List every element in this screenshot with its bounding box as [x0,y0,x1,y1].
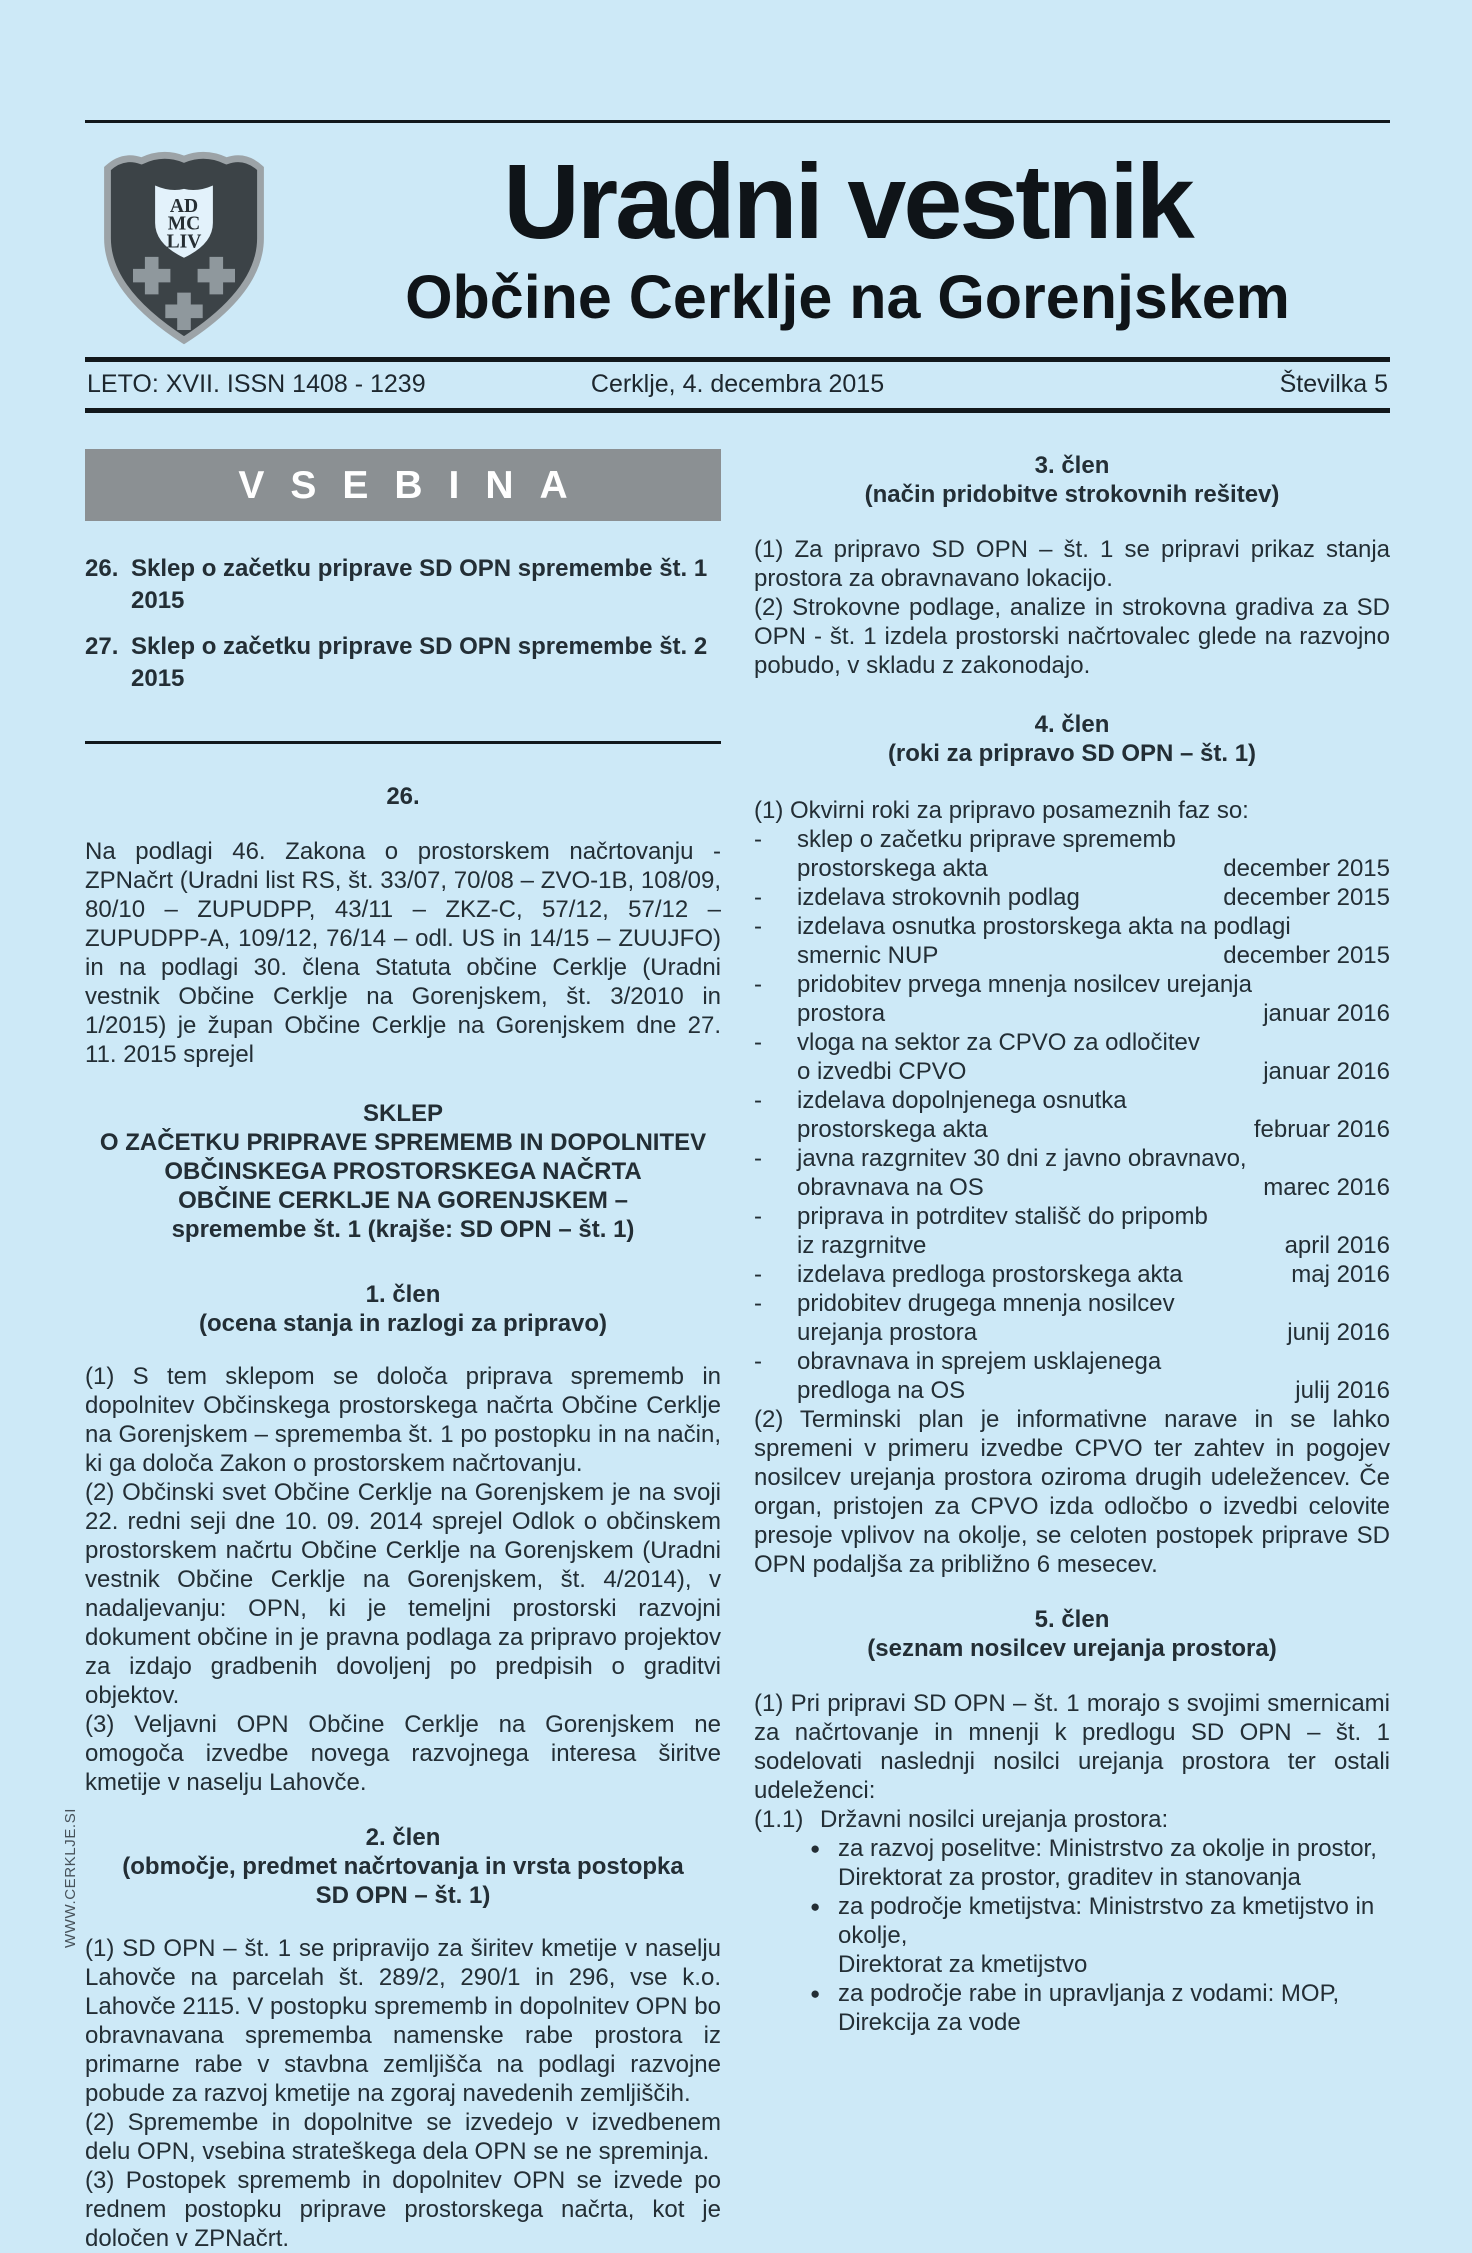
right-column [754,443,1390,2253]
schedule-task: smernic NUP [797,942,939,969]
schedule-task: izdelava osnutka prostorskega akta na podlagi [797,913,1291,940]
schedule-task: izdelava strokovnih podlag [797,884,1080,911]
dash-bullet: - [754,1029,762,1056]
document-columns [85,443,1390,2253]
schedule-date: april 2016 [1284,1232,1390,1259]
paragraph: (2) Spremembe in dopolnitve se izvedejo v izvedbenem delu OPN, vsebina strateškega dela OPN se ne spreminja. [85,2109,721,2165]
schedule-row [754,1086,1390,1144]
article-title: 5. člen [1034,1606,1110,1633]
municipal-coat-of-arms [85,128,305,354]
list-item [810,1979,1390,2037]
schedule-row [754,1144,1390,1202]
schedule-task: o izvedbi CPVO [797,1058,967,1085]
gazette-title: Uradni vestnik [503,143,1192,261]
list-item-line: Direkcija za vode [838,2009,1021,2036]
bullet-icon: ● [810,1839,821,1858]
toc-band [85,449,721,521]
bullet-icon: ● [810,1897,821,1916]
article-title: 2. člen [365,1824,441,1851]
schedule-task: vloga na sektor za CPVO za odločitev [797,1029,1200,1056]
article-subtitle: (ocena stanja in razlogi za pripravo) [198,1310,608,1337]
schedule-row [754,1202,1390,1260]
toc-item-title: Sklep o začetku priprave SD OPN spremembe št. 1 2015 [131,555,708,614]
toc-divider [85,741,721,744]
schedule-row [754,1289,1390,1347]
shield-icon [99,148,269,348]
subsection-label: (1.1) [754,1806,804,1833]
dash-bullet: - [754,826,762,853]
toc-heading: VSEBINA [238,463,594,507]
schedule-task: pridobitev drugega mnenja nosilcev [797,1290,1175,1317]
schedule-date: december 2015 [1223,942,1390,969]
schedule-task: prostorskega akta [797,1116,988,1143]
article-subtitle: SD OPN – št. 1) [315,1882,491,1909]
schedule-task: sklep o začetku priprave sprememb [797,826,1176,853]
schedule-row [754,1028,1390,1086]
article-3-body [754,535,1390,680]
list-item-line: Direktorat za prostor, graditev in stanovanja [838,1864,1301,1891]
website-watermark: WWW.CERKLJE.SI [62,1807,79,1948]
issue-place-date: Cerklje, 4. decembra 2015 [590,370,885,398]
dash-bullet: - [754,1087,762,1114]
article-title: 4. člen [1034,711,1110,738]
article-1-heading [85,1280,721,1338]
paragraph: (3) Veljavni OPN Občine Cerklje na Gorenjskem ne omogoča izvedbe novega razvojnega interesa širitve kmetije v naselju Lahovče. [85,1711,721,1796]
schedule-task: obravnava in sprejem usklajenega [797,1348,1162,1375]
section-number-heading: 26. [386,783,420,810]
issue-meta-bar [85,357,1390,413]
article-2-body [85,1934,721,2253]
list-item [810,1892,1390,1979]
schedule-task: prostorskega akta [797,855,988,882]
toc-item [85,553,721,617]
schedule-list [754,825,1390,1405]
paragraph: (1) Pri pripravi SD OPN – št. 1 morajo s svojimi smernicami za načrtovanje in mnenji k predlogu SD OPN – št. 1 sodelovati naslednji nosilci urejanja prostora ter ostali udeleženci: [754,1690,1390,1804]
bullet-icon: ● [810,1984,821,2003]
schedule-task: pridobitev prvega mnenja nosilcev urejanja [797,971,1252,998]
dash-bullet: - [754,1261,762,1288]
svg-text:MC: MC [167,213,201,235]
article-title: 3. člen [1034,452,1110,479]
dash-bullet: - [754,913,762,940]
dash-bullet: - [754,884,762,911]
top-rule [85,120,1390,123]
schedule-date: marec 2016 [1263,1174,1390,1201]
svg-text:LIV: LIV [166,231,202,253]
issue-year-issn: LETO: XVII. ISSN 1408 - 1239 [87,370,426,398]
paragraph: (2) Strokovne podlage, analize in strokovna gradiva za SD OPN - št. 1 izdela prostorski načrtovalec glede na razvojno pobudo, v skladu z zakonodajo. [754,594,1390,679]
schedule-date: december 2015 [1223,884,1390,911]
schedule-date: julij 2016 [1295,1377,1390,1404]
list-item-line: za razvoj poselitve: Ministrstvo za okolje in prostor, [838,1835,1377,1862]
toc-item-number: 26. [85,555,119,582]
issue-number: Številka 5 [1279,370,1389,398]
list-item-line: za področje kmetijstva: Ministrstvo za kmetijstvo in okolje, [838,1893,1375,1949]
article-4-heading [754,710,1390,768]
schedule-task: izdelava predloga prostorskega akta [797,1261,1183,1288]
schedule-task: iz razgrnitve [797,1232,927,1259]
decree-title-line: spremembe št. 1 (krajše: SD OPN – št. 1) [171,1216,635,1243]
paragraph: (2) Občinski svet Občine Cerklje na Gorenjskem je na svoji 22. redni seji dne 10. 09. 2014 sprejel Odlok o občinskem prostorskem načrtu Občine Cerklje na Gorenjskem (Uradni vestnik Občine Cerklje na Gorenjskem, št. 4/2014), v nadaljevanju: OPN, ki je temeljni prostorski razvojni dokument občine in je pravna podlaga za pripravo projektov za izdajo gradbenih dovoljenj po predpisih o graditvi objektov. [85,1479,721,1709]
dash-bullet: - [754,1203,762,1230]
article-subtitle: (seznam nosilcev urejanja prostora) [867,1635,1277,1662]
svg-text:AD: AD [169,195,199,217]
paragraph: (1) SD OPN – št. 1 se pripravijo za širitev kmetije v naselju Lahovče na parcelah št. 289/2, 290/1 in 296, vse k.o. Lahovče 2115. V postopku sprememb in dopolnitev OPN bo obravnavana sprememba namenske rabe prostora iz primarne rabe v stavbna zemljišča na podlagi razvojne pobude za razvoj kmetije na zgoraj navedenih zemljiščih. [85,1935,721,2107]
schedule-date: januar 2016 [1263,1000,1390,1027]
masthead [85,128,1390,354]
dash-bullet: - [754,971,762,998]
decree-title-line: O ZAČETKU PRIPRAVE SPREMEMB IN DOPOLNITEV [99,1129,707,1156]
list-item [810,1834,1390,1892]
schedule-row [754,970,1390,1028]
paragraph: (1) S tem sklepom se določa priprava sprememb in dopolnitev Občinskega prostorskega načrta Občine Cerklje na Gorenjskem – sprememba št. 1 po postopku in na način, ki ga določa Zakon o prostorskem načrtovanju. [85,1363,721,1477]
toc-item-number: 27. [85,633,119,660]
dash-bullet: - [754,1290,762,1317]
decree-title-line: OBČINE CERKLJE NA GORENJSKEM – [178,1187,628,1214]
article-subtitle: (območje, predmet načrtovanja in vrsta postopka [122,1853,684,1880]
schedule-date: februar 2016 [1253,1116,1390,1143]
dash-bullet: - [754,1145,762,1172]
schedule-task: izdelava dopolnjenega osnutka [797,1087,1127,1114]
list-item-line: Direktorat za kmetijstvo [838,1951,1088,1978]
stakeholder-list [754,1834,1390,2037]
article-5-heading [754,1605,1390,1663]
legal-basis-paragraph: Na podlagi 46. Zakona o prostorskem načrtovanju - ZPNačrt (Uradni list RS, št. 33/07, 70/08 – ZVO-1B, 108/09, 80/10 – ZUPUDPP, 43/11 – ZKZ-C, 57/12, 57/12 – ZUPUDPP-A, 109/12, 76/14 – odl. US in 14/15 – ZUUJFO) in na podlagi 30. člena Statuta občine Cerklje (Uradni vestnik Občine Cerklje na Gorenjskem, št. 3/2010 in 1/2015) je župan Občine Cerklje na Gorenjskem dne 27. 11. 2015 sprejel [85,838,721,1068]
schedule-row [754,1347,1390,1405]
paragraph: (2) Terminski plan je informativne narave in se lahko spremeni v primeru izvedbe CPVO ter zahtev in pogojev nosilcev urejanja prostora oziroma drugih udeležencev. Če organ, pristojen za CPVO izda odločbo o izvedbi celovite presoje vplivov na okolje, se celoten postopek priprave SD OPN podaljša za približno 6 mesecev. [754,1406,1390,1578]
list-item-line: za področje rabe in upravljanja z vodami: MOP, [838,1980,1340,2007]
toc-item-title: Sklep o začetku priprave SD OPN spremembe št. 2 2015 [131,633,708,692]
schedule-task: javna razgrnitev 30 dni z javno obravnavo, [797,1145,1247,1172]
schedule-task: priprava in potrditev stališč do pripomb [797,1203,1208,1230]
article-subtitle: (način pridobitve strokovnih rešitev) [864,481,1280,508]
schedule-date: december 2015 [1223,855,1390,882]
subsection-text: Državni nosilci urejanja prostora: [820,1806,1169,1833]
masthead-titles [305,128,1390,354]
schedule-task: urejanja prostora [797,1319,978,1346]
schedule-task: obravnava na OS [797,1174,984,1201]
dash-bullet: - [754,1348,762,1375]
article-3-heading [754,451,1390,509]
schedule-row [754,1260,1390,1289]
article-2-heading [85,1823,721,1910]
schedule-date: maj 2016 [1291,1261,1390,1288]
schedule-date: januar 2016 [1263,1058,1390,1085]
gazette-subtitle: Občine Cerklje na Gorenjskem [405,263,1290,332]
decree-title [85,1099,721,1244]
schedule-row [754,912,1390,970]
decree-title-line: SKLEP [362,1100,443,1127]
schedule-date: junij 2016 [1287,1319,1390,1346]
schedule-task: prostora [797,1000,886,1027]
left-column [85,443,721,2253]
paragraph: (3) Postopek sprememb in dopolnitev OPN se izvede po rednem postopku priprave prostorskega načrta, kot je določen v ZPNačrt. [85,2167,721,2252]
decree-title-line: OBČINSKEGA PROSTORSKEGA NAČRTA [164,1158,642,1185]
schedule-task: predloga na OS [797,1377,966,1404]
subsection-1-1 [754,1805,1390,1834]
schedule-row [754,883,1390,912]
article-1-body [85,1362,721,1797]
paragraph: (1) Za pripravo SD OPN – št. 1 se pripravi prikaz stanja prostora za obravnavano lokacijo. [754,536,1390,592]
toc-item [85,631,721,695]
article-subtitle: (roki za pripravo SD OPN – št. 1) [887,740,1257,767]
schedule-intro: (1) Okvirni roki za pripravo posameznih faz so: [754,797,1249,824]
schedule-row [754,825,1390,883]
article-title: 1. člen [365,1281,441,1308]
